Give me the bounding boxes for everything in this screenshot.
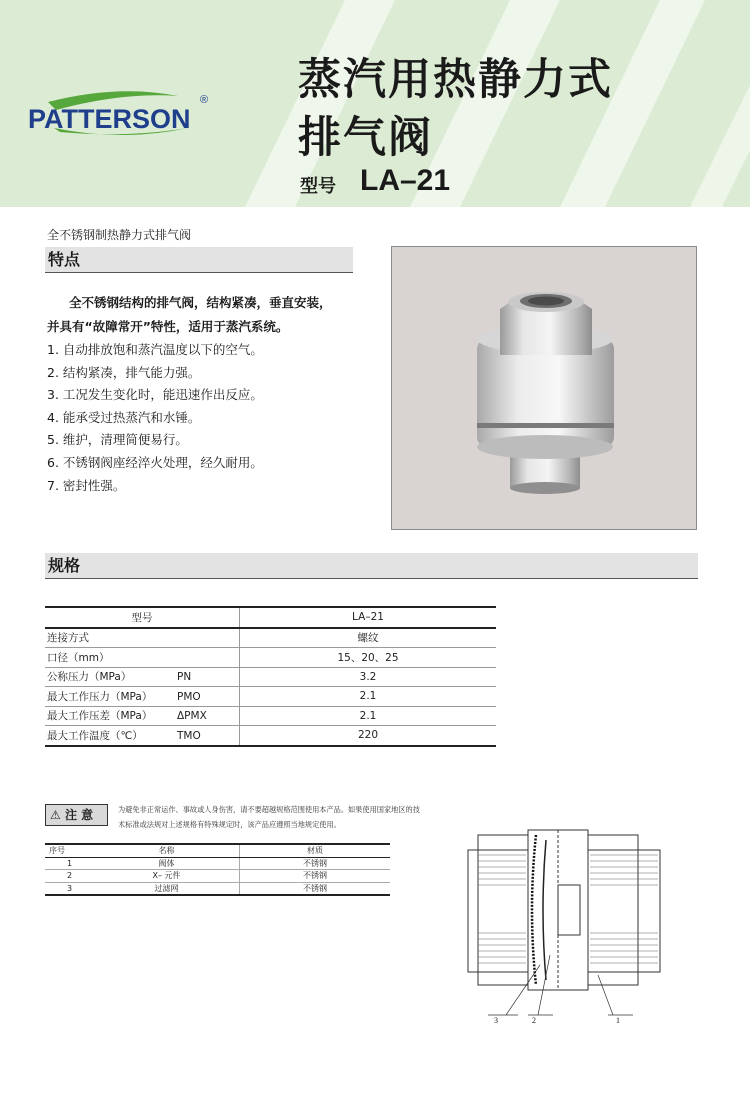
spec-symbol: ΔPMX bbox=[177, 710, 207, 723]
product-title-line1: 蒸汽用热静力式 bbox=[298, 55, 613, 105]
product-title-line2: 排气阀 bbox=[298, 113, 433, 163]
callout-label: 3 bbox=[494, 1016, 498, 1025]
part-material: 不锈钢 bbox=[240, 870, 391, 883]
parts-header-row bbox=[45, 844, 390, 857]
table-row bbox=[45, 706, 496, 726]
feature-item: 4. 能承受过热蒸汽和水锤。 bbox=[47, 409, 201, 425]
part-name: 过滤网 bbox=[94, 882, 240, 895]
spec-symbol: PN bbox=[177, 671, 192, 684]
caution-label: 注 意 bbox=[64, 808, 94, 822]
caution-line1: 为避免非正常运作、事故或人身伤害，请不要超越规格范围使用本产品。如果使用国家地区的技 bbox=[118, 805, 420, 814]
brand-logo bbox=[28, 88, 218, 148]
part-no: 1 bbox=[45, 857, 94, 870]
product-photo bbox=[391, 246, 697, 530]
callout-label: 1 bbox=[616, 1016, 620, 1025]
spec-label: 最大工作压差（MPa） bbox=[47, 710, 153, 723]
part-material: 不锈钢 bbox=[240, 882, 391, 895]
table-row bbox=[45, 870, 390, 883]
spec-value: 螺纹 bbox=[240, 628, 497, 648]
table-row bbox=[45, 648, 496, 668]
spec-value: 220 bbox=[240, 726, 497, 746]
spec-symbol: TMO bbox=[177, 729, 201, 742]
model-label: 型号 bbox=[300, 176, 336, 197]
registered-mark: ® bbox=[200, 94, 209, 106]
brand-name: PATTERSON bbox=[28, 104, 191, 134]
features-list bbox=[47, 339, 263, 497]
parts-col-material: 材质 bbox=[240, 844, 391, 857]
spec-value: 3.2 bbox=[240, 667, 497, 687]
spec-symbol: PMO bbox=[177, 690, 201, 703]
caution-line2: 术标准或法规对上述规格有特殊规定时，该产品应遵照当地规定使用。 bbox=[118, 820, 341, 829]
spec-label: 公称压力（MPa） bbox=[47, 671, 132, 684]
table-row bbox=[45, 726, 496, 746]
feature-item: 6. 不锈钢阀座经淬火处理，经久耐用。 bbox=[47, 454, 263, 470]
part-name: 阀体 bbox=[94, 857, 240, 870]
feature-item: 5. 维护，清理简便易行。 bbox=[47, 432, 188, 448]
model-value: LA–21 bbox=[360, 164, 451, 197]
part-material: 不锈钢 bbox=[240, 857, 391, 870]
product-subtitle: 全不锈钢制热静力式排气阀 bbox=[47, 228, 192, 242]
feature-item: 2. 结构紧凑，排气能力强。 bbox=[47, 364, 201, 380]
parts-table bbox=[45, 843, 390, 896]
feature-item: 7. 密封性强。 bbox=[47, 477, 126, 493]
table-row bbox=[45, 667, 496, 687]
table-row bbox=[45, 628, 496, 648]
spec-col-value: LA–21 bbox=[240, 607, 497, 628]
spec-value: 2.1 bbox=[240, 706, 497, 726]
part-no: 3 bbox=[45, 882, 94, 895]
spec-col-model: 型号 bbox=[45, 607, 240, 628]
table-row bbox=[45, 687, 496, 707]
spec-label: 连接方式 bbox=[47, 632, 89, 645]
cross-section-drawing bbox=[458, 815, 678, 1030]
callout-label: 2 bbox=[532, 1016, 536, 1025]
valve-photo-illustration bbox=[392, 247, 696, 529]
parts-col-name: 名称 bbox=[94, 844, 240, 857]
part-name: X– 元件 bbox=[94, 870, 240, 883]
caution-text bbox=[118, 802, 498, 832]
feature-item: 3. 工况发生变化时，能迅速作出反应。 bbox=[47, 387, 263, 403]
spec-value: 15、20、25 bbox=[240, 648, 497, 668]
part-no: 2 bbox=[45, 870, 94, 883]
parts-col-no: 序号 bbox=[45, 844, 94, 857]
header-band bbox=[0, 0, 750, 207]
spec-label: 最大工作压力（MPa） bbox=[47, 690, 153, 703]
caution-badge bbox=[45, 804, 108, 826]
intro-line2: 并具有“故障常开”特性，适用于蒸汽系统。 bbox=[47, 319, 289, 334]
specs-heading: 规格 bbox=[45, 553, 698, 579]
spec-header-row bbox=[45, 607, 496, 628]
features-intro bbox=[47, 291, 367, 339]
intro-line1: 全不锈钢结构的排气阀，结构紧凑，垂直安装， bbox=[69, 295, 332, 310]
warning-triangle-icon: ⚠ bbox=[50, 808, 61, 822]
features-heading: 特点 bbox=[45, 247, 353, 273]
spec-label: 口径（mm） bbox=[47, 651, 110, 664]
spec-label: 最大工作温度（℃） bbox=[47, 729, 143, 742]
spec-value: 2.1 bbox=[240, 687, 497, 707]
spec-table bbox=[45, 606, 496, 747]
feature-item: 1. 自动排放饱和蒸汽温度以下的空气。 bbox=[47, 342, 263, 357]
table-row bbox=[45, 882, 390, 895]
table-row bbox=[45, 857, 390, 870]
